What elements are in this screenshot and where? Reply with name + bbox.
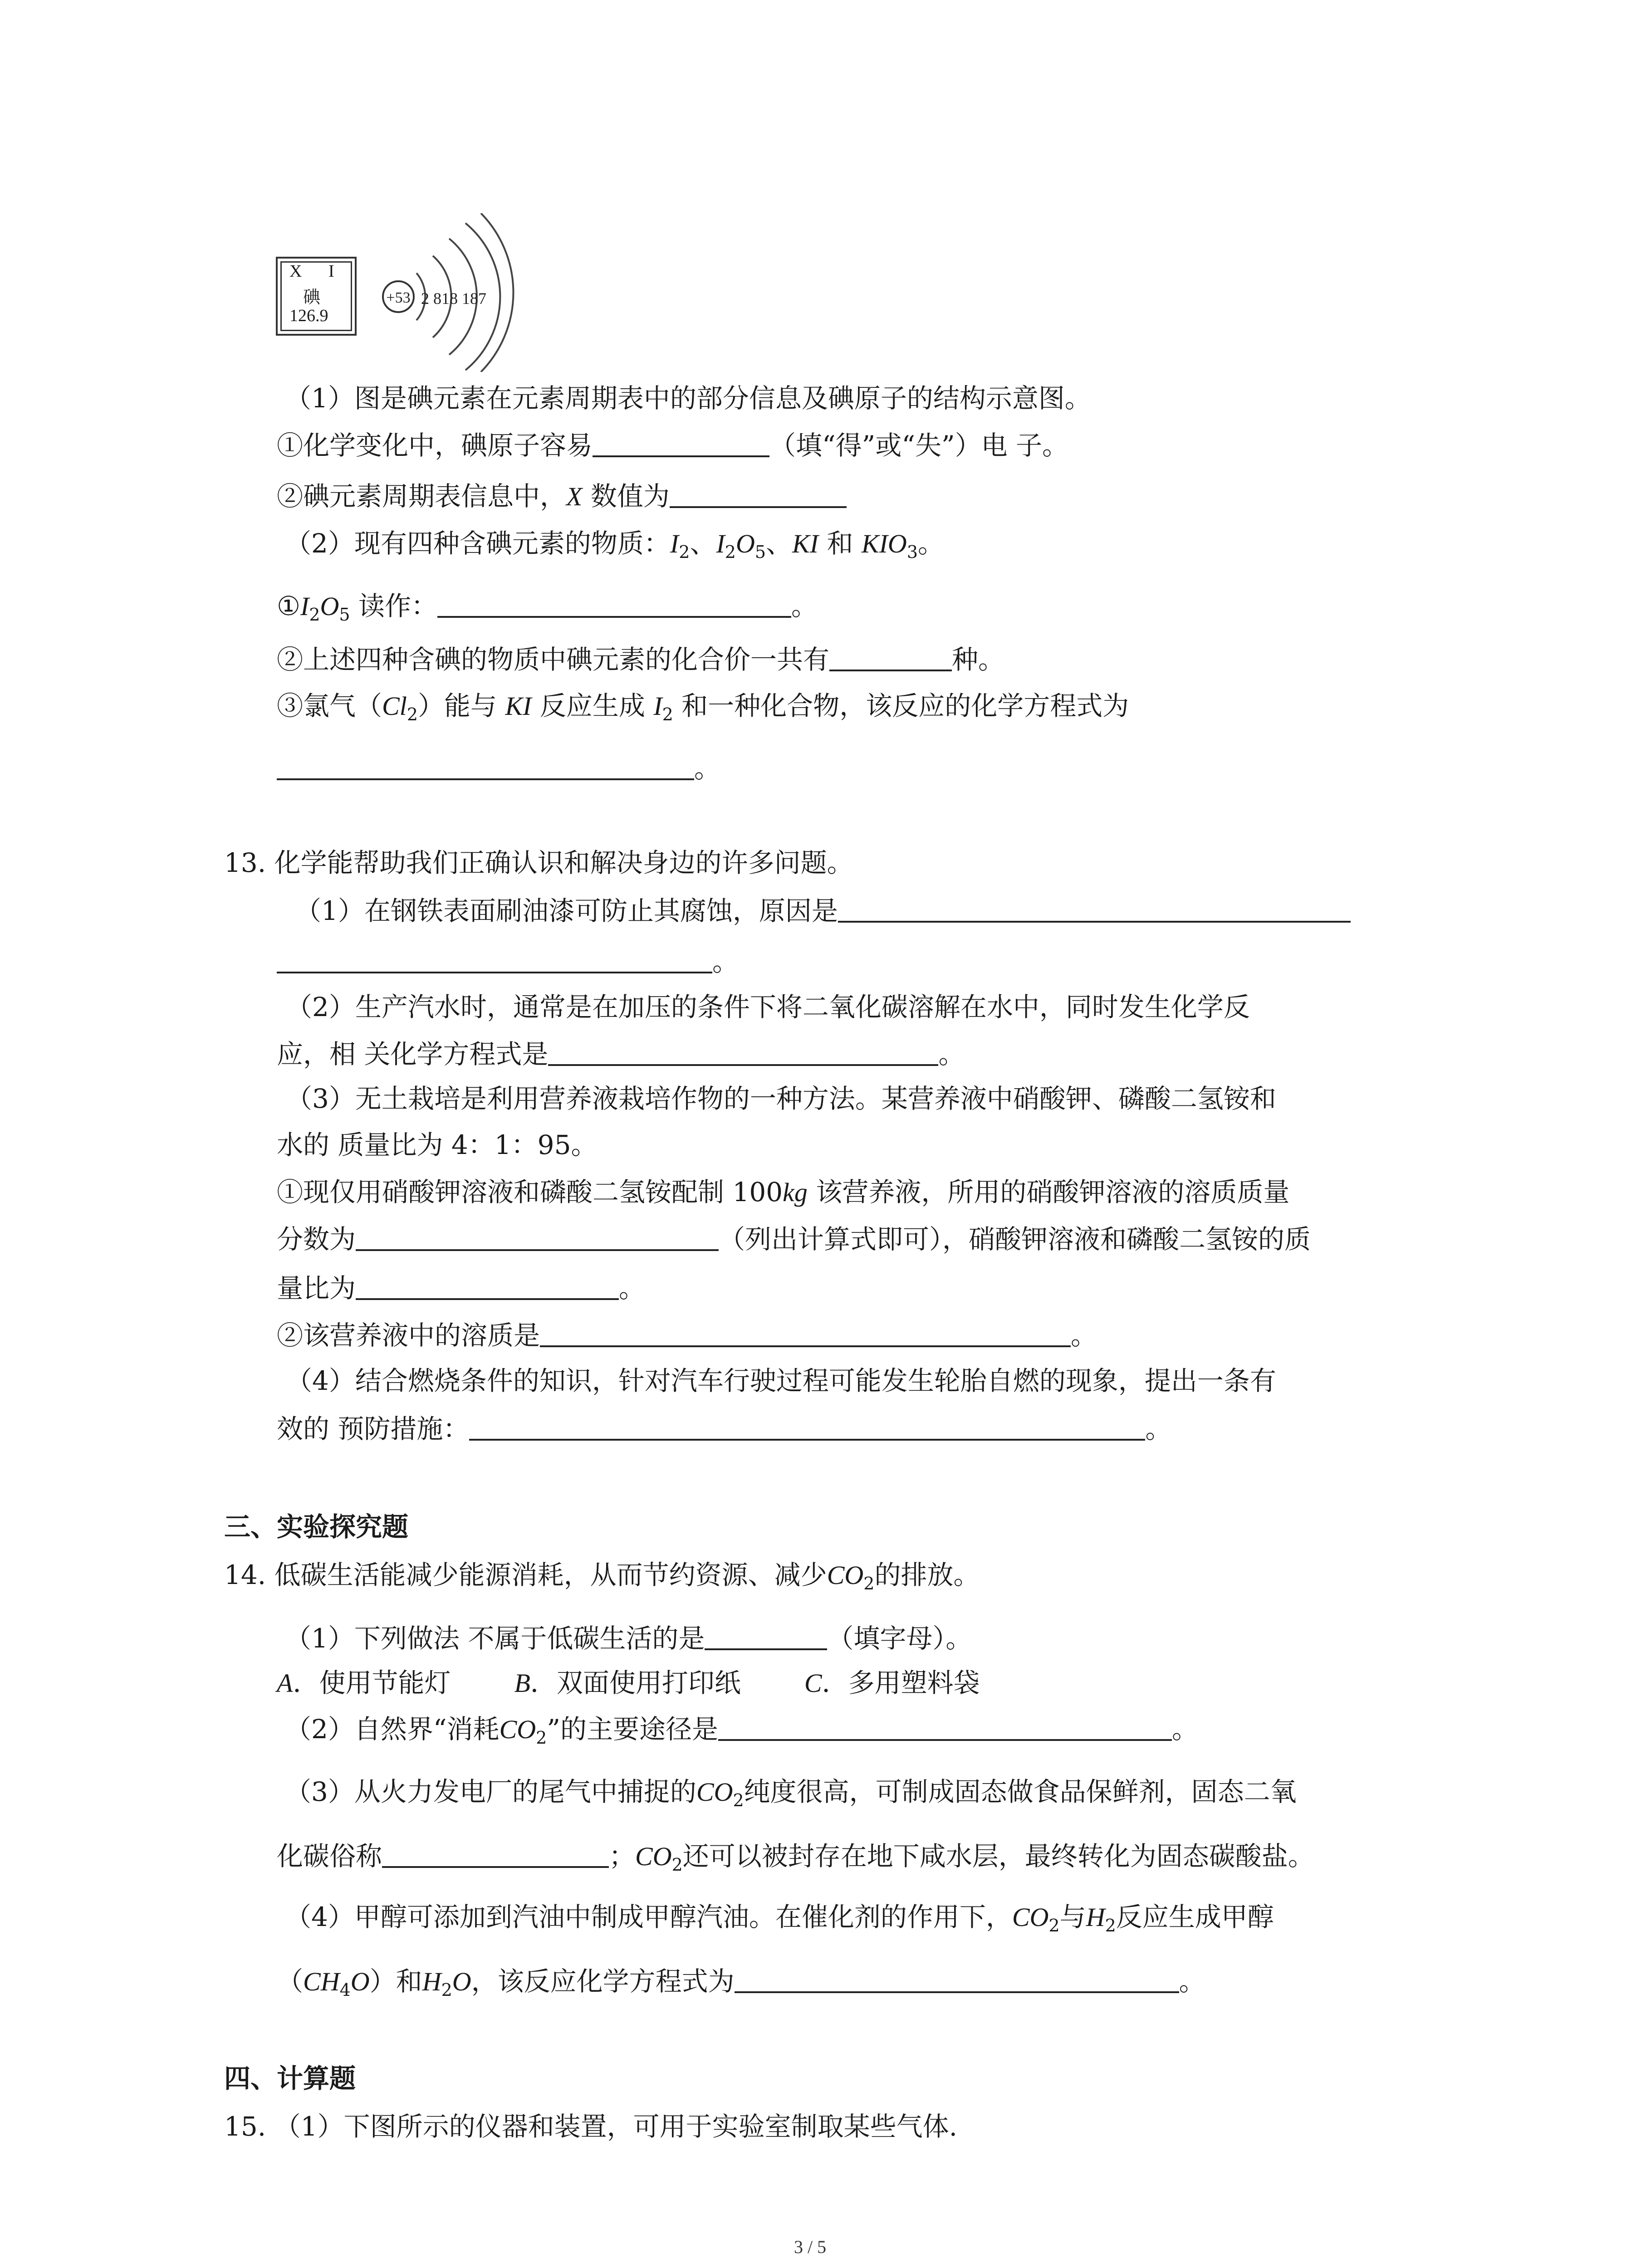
option-a-letter: A [277, 1668, 293, 1698]
q13-part2-line2: 应，相 关化学方程式是 。 [277, 1036, 965, 1072]
q14-part1: （1）下列做法 不属于低碳生活的是 （填字母）。 [285, 1620, 972, 1657]
q13-part4-line1: （4）结合燃烧条件的知识，针对汽车行驶过程可能发生轮胎自燃的现象，提出一条有 [286, 1365, 1276, 1396]
answer-blank [277, 944, 712, 973]
q13-part4-line2: 效的 预防措施： 。 [277, 1411, 1171, 1447]
q12-part2-intro: （2）现有四种含碘元素的物质：$I_2$、$I_2O_5$、KI 和 $KIO_3$。 [285, 528, 945, 562]
q13-part3-a-line2: 分数为 （列出计算式即可），硝酸钾溶液和磷酸二氢铵的质 [277, 1221, 1311, 1257]
answer-blank [593, 428, 769, 457]
q13-part3-line2: 水的 质量比为 4：1：95。 [277, 1129, 598, 1160]
option-b-letter: B [514, 1668, 530, 1698]
q12-part2-b: ②上述四种含碘的物质中碘元素的化合价一共有 种。 [277, 641, 1004, 678]
q13-part3-a-line3: 量比为 。 [277, 1270, 645, 1306]
atomic-mass: 126.9 [289, 306, 328, 325]
q14-part2: （2）自然界“消耗$CO_2$”的主要途径是 。 [285, 1711, 1198, 1747]
q13-part1-cont: 。 [277, 943, 739, 980]
answer-blank [277, 751, 694, 780]
q15-line1: 15. （1）下图所示的仪器和装置，可用于实验室制取某些气体. [224, 2111, 958, 2142]
page-number: 3 / 5 [794, 2237, 827, 2257]
periodic-table-tile [276, 257, 357, 336]
answer-blank [670, 479, 847, 508]
electron-counts: 2 818 187 [421, 289, 486, 308]
atom-structure-diagram [379, 213, 534, 372]
q13-title: 13. 化学能帮助我们正确认识和解决身边的许多问题。 [224, 847, 853, 878]
section-title-experiment: 三、实验探究题 [224, 1511, 409, 1542]
q13-part2-line1: （2）生产汽水时，通常是在加压的条件下将二氧化碳溶解在水中，同时发生化学反 [286, 992, 1250, 1022]
q14-part4-line2: $(CH_4O)$和$H_2O$，该反应化学方程式为 。 [277, 1963, 1205, 1999]
option-c-letter: C [804, 1668, 822, 1698]
q12-part2-a: $①I_2O_5$ 读作： 。 [277, 588, 818, 624]
q13-part1: （1）在钢铁表面刷油漆可防止其腐蚀，原因是 [295, 893, 1351, 929]
section-title-calculation: 四、计算题 [224, 2063, 356, 2094]
atomic-number: X [289, 262, 302, 281]
answer-blank [838, 894, 1351, 923]
q12-part1-b: ②碘元素周期表信息中，X 数值为 [277, 478, 847, 514]
answer-blank [540, 1318, 1071, 1347]
q13-part3-b: ②该营养液中的溶质是 。 [277, 1317, 1097, 1354]
answer-blank [735, 1964, 1179, 1993]
q13-part3-line1: （3）无土栽培是利用营养液栽培作物的一种方法。某营养液中硝酸钾、磷酸二氢铵和 [286, 1083, 1276, 1114]
q14-part3-line1: （3）从火力发电厂的尾气中捕捉的$CO_2$纯度很高，可制成固态做食品保鲜剂，固态二氧 [285, 1776, 1297, 1810]
element-name: 碘 [303, 287, 321, 307]
answer-blank [382, 1839, 609, 1868]
q12-part1-intro: （1）图是碘元素在元素周期表中的部分信息及碘原子的结构示意图。 [285, 383, 1091, 414]
answer-blank [829, 642, 952, 671]
answer-blank [356, 1222, 719, 1251]
answer-blank [469, 1412, 1145, 1441]
answer-blank [718, 1712, 1172, 1741]
q14-title: 14. 低碳生活能减少能源消耗，从而节约资源、减少$CO_2$的排放。 [224, 1559, 980, 1593]
answer-blank [705, 1621, 827, 1650]
element-symbol: I [328, 262, 334, 281]
q12-part2-c: ③氯气$(Cl_2)$能与 KI 反应生成 $I_2$ 和一种化合物，该反应的化学方程式为 [277, 690, 1129, 724]
q14-options: A．使用节能灯 B．双面使用打印纸 C．多用塑料袋 [277, 1667, 980, 1698]
q12-part1-a: ①化学变化中，碘原子容易 （填“得”或“失”）电 子。 [277, 427, 1068, 464]
iodine-figure [276, 213, 530, 376]
answer-blank [437, 589, 791, 618]
q14-part4-line1: （4）甲醇可添加到汽油中制成甲醇汽油。在催化剂的作用下，$CO_2$与$H_2$反应生成甲醇 [285, 1901, 1274, 1936]
q12-part2-c-answer: 。 [277, 750, 720, 787]
answer-blank [548, 1037, 938, 1066]
nucleus-charge: +53 [386, 289, 411, 306]
q14-part3-line2: 化碳俗称 ；$CO_2$还可以被封存在地下咸水层，最终转化为固态碳酸盐。 [277, 1838, 1314, 1874]
answer-blank [356, 1271, 619, 1300]
q13-part3-a-line1: ①现仅用硝酸钾溶液和磷酸二氢铵配制 100kg 该营养液，所用的硝酸钾溶液的溶质质量 [277, 1177, 1290, 1207]
